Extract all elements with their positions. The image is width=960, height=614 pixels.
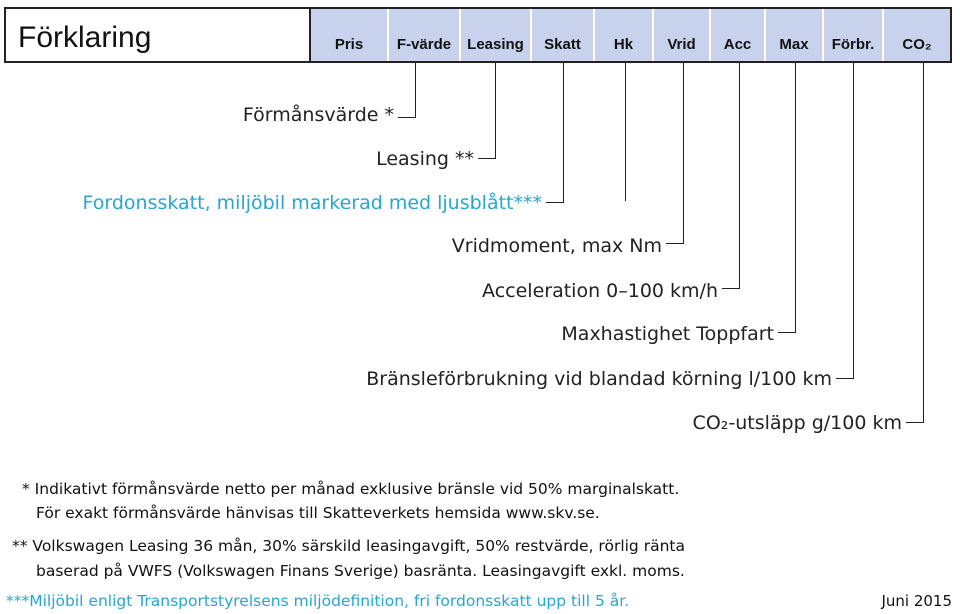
connector-acc — [722, 63, 740, 289]
col-pris: Pris — [311, 9, 389, 61]
publication-date: Juni 2015 — [881, 592, 952, 610]
footnote-1-line-1: * Indikativt förmånsvärde netto per månad exklusive bränsle vid 50% marginalskatt. — [22, 480, 680, 498]
label-vridmoment: Vridmoment, max Nm — [451, 235, 662, 257]
footnote-1-line-2: För exakt förmånsvärde hänvisas till Skatteverkets hemsida www.skv.se. — [36, 504, 600, 522]
label-formansvarde: Förmånsvärde * — [242, 104, 394, 126]
footnote-3: ***Miljöbil enligt Transportstyrelsens miljödefinition, fri fordonsskatt upp till 5 år. — [6, 592, 630, 610]
connector-skatt — [546, 63, 564, 203]
label-leasing: Leasing ** — [376, 148, 474, 170]
col-forbr: Förbr. — [824, 9, 884, 61]
col-max: Max — [766, 9, 824, 61]
col-vrid: Vrid — [654, 9, 711, 61]
footnote-2-line-2: baserad på VWFS (Volkswagen Finans Sverige) basränta. Leasingavgift exkl. moms. — [36, 562, 685, 580]
connector-max — [778, 63, 796, 333]
col-f-varde: F-värde — [389, 9, 461, 61]
col-skatt: Skatt — [532, 9, 595, 61]
connector-formansvarde — [398, 63, 416, 118]
connector-co2 — [906, 63, 924, 423]
connector-leasing — [478, 63, 496, 159]
connector-hk — [625, 63, 626, 201]
col-hk: Hk — [595, 9, 654, 61]
connector-vrid — [666, 63, 684, 244]
col-acc: Acc — [711, 9, 766, 61]
label-bransle: Bränsleförbrukning vid blandad körning l/100 km — [366, 368, 832, 390]
label-co2: CO₂-utsläpp g/100 km — [692, 412, 902, 434]
label-maxhastighet: Maxhastighet Toppfart — [561, 323, 774, 345]
label-acceleration: Acceleration 0–100 km/h — [482, 280, 718, 302]
col-leasing: Leasing — [461, 9, 532, 61]
col-co2: CO₂ — [884, 9, 950, 61]
connector-forbr — [836, 63, 854, 379]
label-fordonsskatt: Fordonsskatt, miljöbil markerad med ljusblått*** — [82, 192, 542, 214]
footnote-2-line-1: ** Volkswagen Leasing 36 mån, 30% särskild leasingavgift, 50% restvärde, rörlig ränta — [12, 537, 685, 555]
title-box — [4, 7, 309, 63]
page-title: Förklaring — [18, 21, 152, 54]
column-header — [309, 7, 952, 63]
